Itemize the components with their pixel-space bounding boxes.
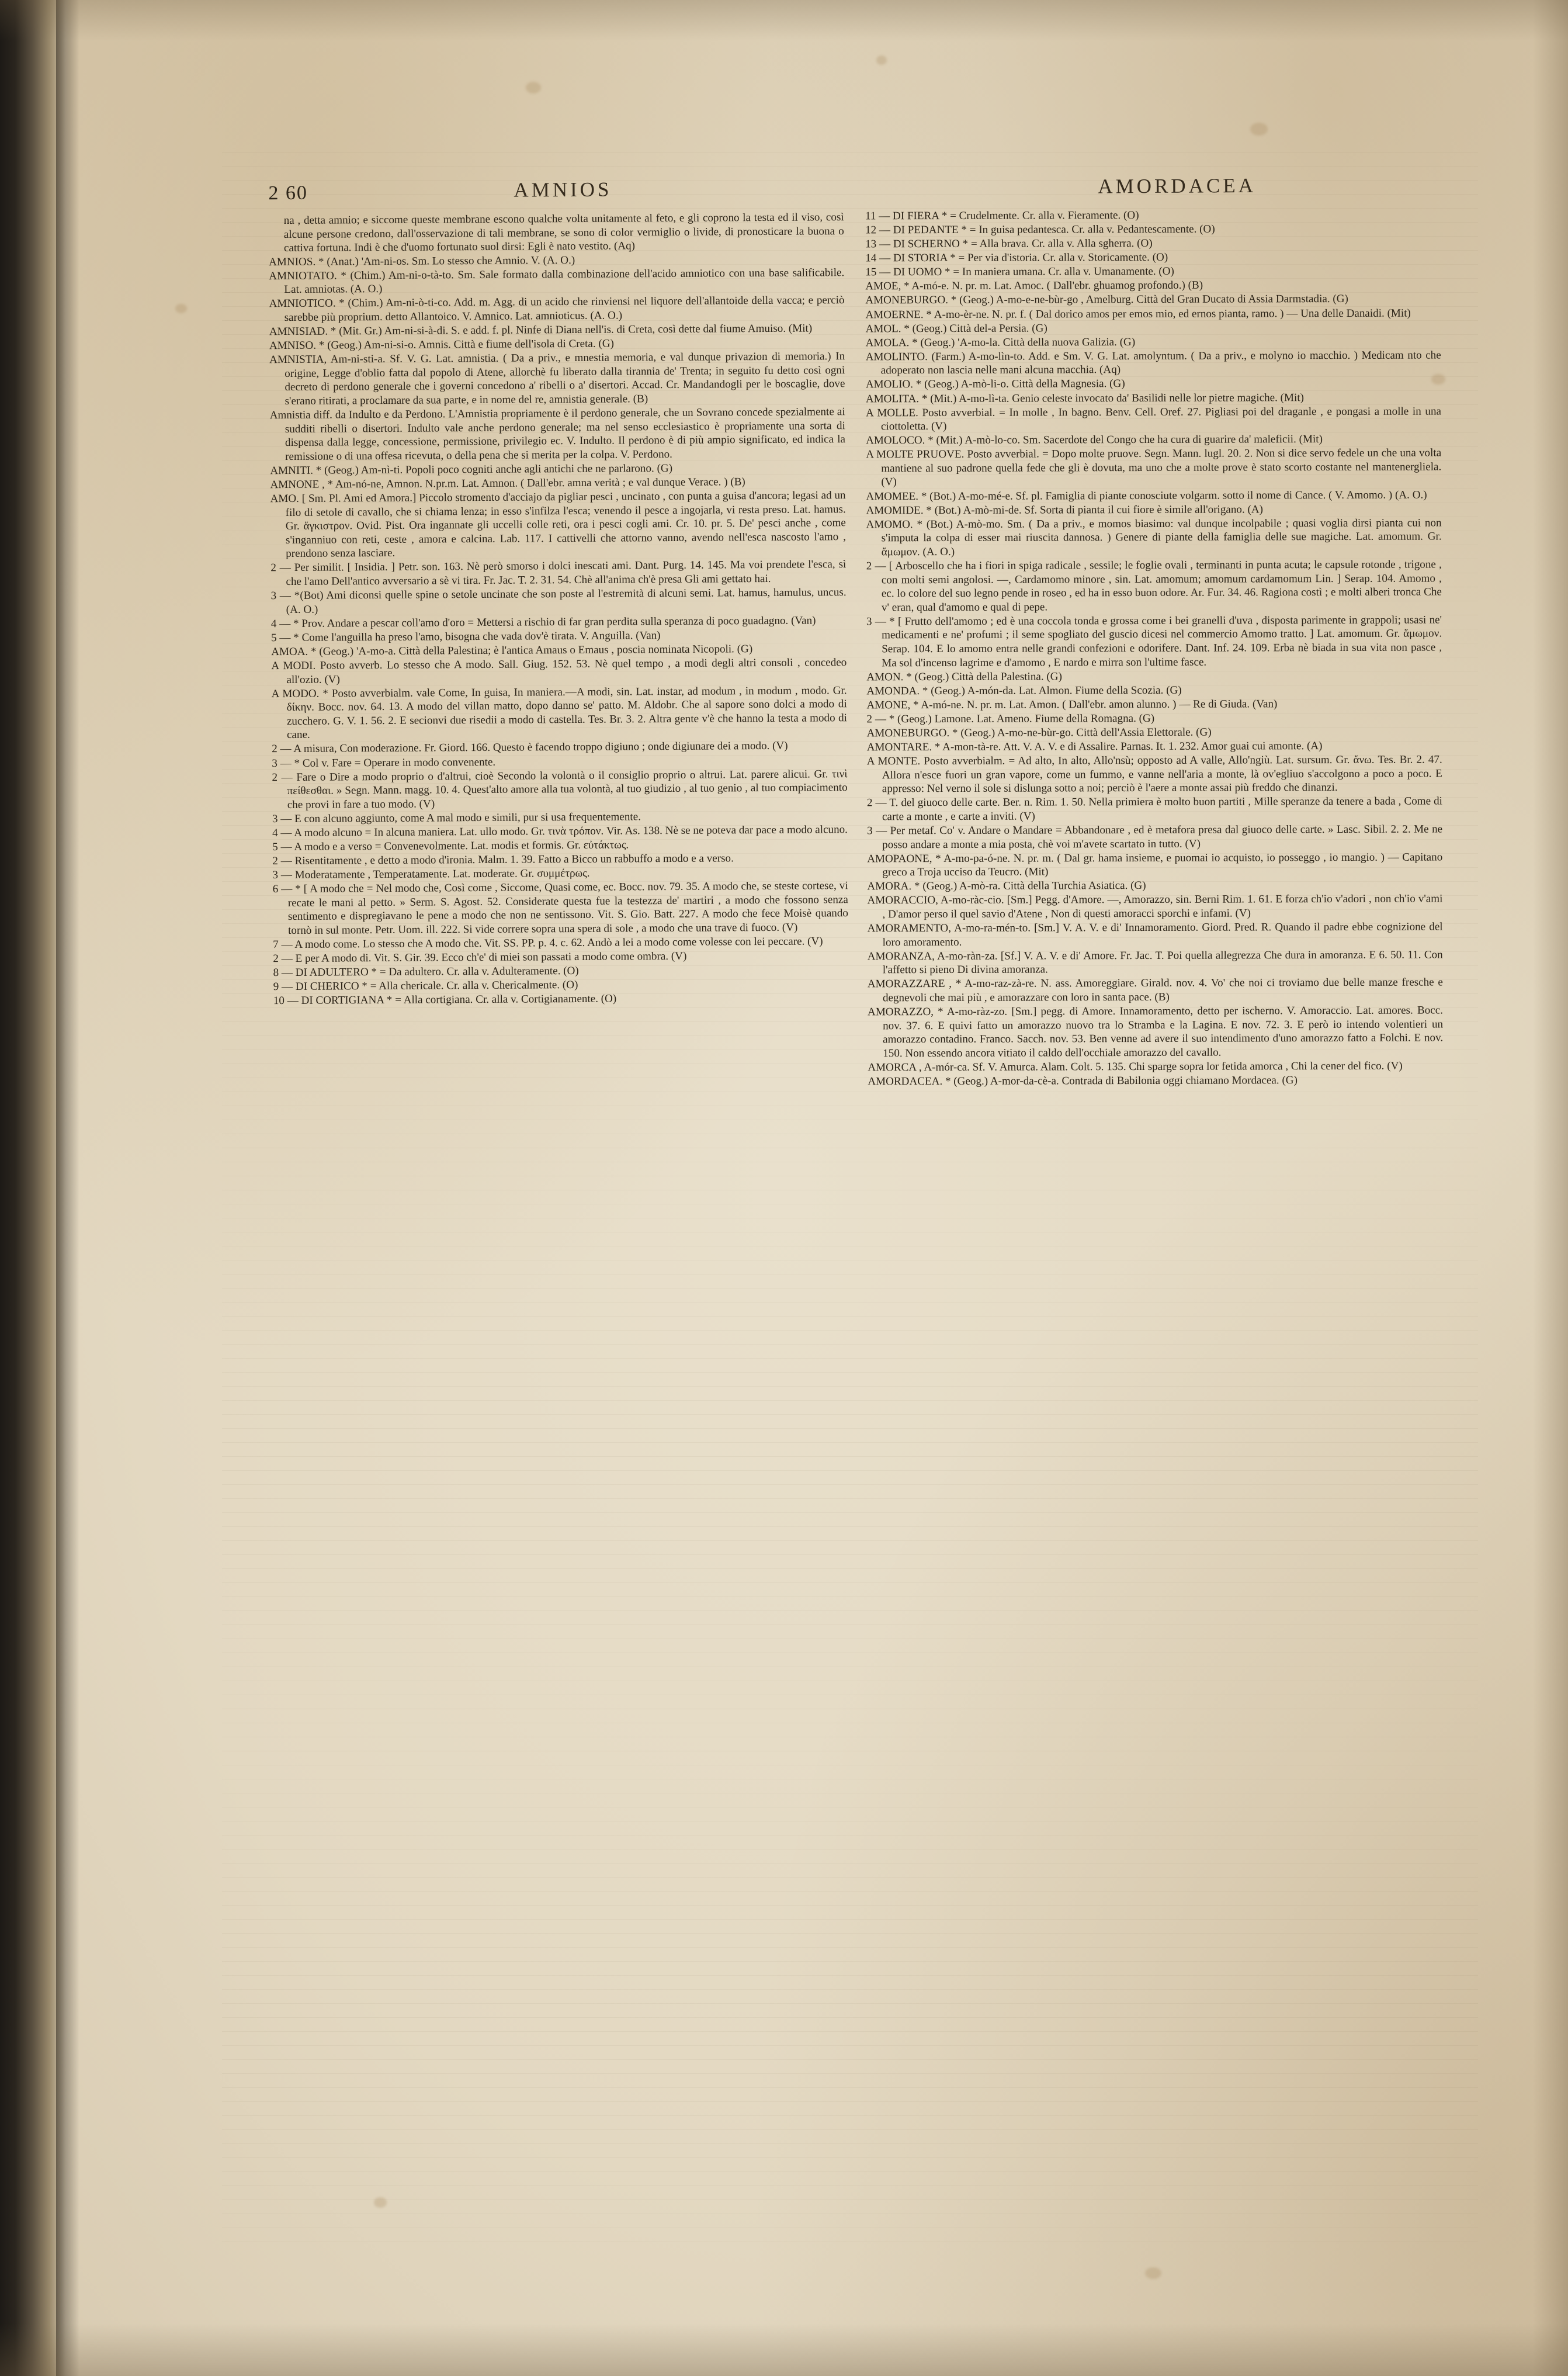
page-header — [268, 172, 1448, 210]
dictionary-entry: 3 — * Col v. Fare = Operare in modo convenente. — [272, 756, 496, 770]
dictionary-entry: 13 — DI SCHERNO * = Alla brava. Cr. alla v. Alla sgherra. (O) — [865, 237, 1153, 251]
dictionary-entry: 7 — A modo come. Lo stesso che A modo che. Vit. SS. PP. p. 4. c. 62. Andò a lei a modo come volesse con lei peccare. (V) — [273, 935, 823, 951]
page-edge-right — [1533, 0, 1568, 2376]
dictionary-entry: AMORDACEA. * (Geog.) A-mor-da-cè-a. Contrada di Babilonia oggi chiamano Mordacea. (G) — [868, 1074, 1298, 1088]
dictionary-entry: AMOMO. * (Bot.) A-mò-mo. Sm. ( Da a priv., e momos biasimo: val dunque incolpabile ; quasi voglia dirsi pianta cui non s'imputa la colpa di esser mai riuscita dannosa. ) Genere di piante della famiglia delle sue magiche. Lat. amomum. Gr. ἄμωμον. (A. O.) — [866, 517, 1442, 559]
dictionary-entry: AMOMEE. * (Bot.) A-mo-mé-e. Sf. pl. Famiglia di piante conosciute volgarm. sotto il nome di Cance. ( V. Amomo. ) (A. O.) — [866, 489, 1427, 503]
two-column-body — [269, 207, 1454, 1093]
foxing-spot — [876, 56, 887, 65]
dictionary-entry: 11 — DI FIERA * = Crudelmente. Cr. alla v. Fieramente. (O) — [865, 209, 1139, 223]
dictionary-entry: AMNIOS. * (Anat.) 'Am-ni-os. Sm. Lo stesso che Amnio. V. (A. O.) — [269, 254, 575, 268]
column-right — [865, 207, 1443, 1089]
dictionary-entry: 8 — DI ADULTERO * = Da adultero. Cr. alla v. Adulteramente. (O) — [273, 965, 579, 979]
dictionary-entry: AMNITI. * (Geog.) Am-nì-ti. Popoli poco cogniti anche agli antichi che ne parlarono. (G) — [270, 462, 673, 477]
dictionary-entry: 2 — [ Arboscello che ha i fiori in spiga radicale , sessile; le foglie ovali , terminanti in punta acuta; le capsule rotonde , trigone , con molti semi angolosi. —, Cardamomo minore , sin. Lat. amomum; amomum cardamomum Lin. ] Serap. 104. Amomo , ec. lo colore del suo legno pende in roseo , ed ha in esso buon odore. Ar. Fur. 34. 46. Ragiona costì ; e molti alberi tronca Che v' eran, qual d'amomo e qual di pepe. — [866, 558, 1442, 614]
dictionary-entry: AMOL. * (Geog.) Città del-a Persia. (G) — [865, 322, 1047, 335]
dictionary-entry: A MODO. * Posto avverbialm. vale Come, In guisa, In maniera.—A modi, sin. Lat. instar, ad modum , in modum , modo. Gr. δίκην. Bocc. nov. 64. 13. A modo del villan matto, dopo danno se' patto. M. Aldobr. Che al sapore sono dolci a modo di zucchero. G. V. 1. 56. 2. E secionvi due risedii a modo di castella. Tes. Br. 3. 2. Altra gente v'è che hanno la testa a modo di cane. — [271, 684, 847, 742]
dictionary-entry: 3 — *(Bot) Ami diconsi quelle spine o setole uncinate che son poste al l'estremità di alcuni semi. Lat. hamus, hamulus, uncus. (A. O.) — [270, 586, 847, 616]
dictionary-entry: AMONDA. * (Geog.) A-món-da. Lat. Almon. Fiume della Scozia. (G) — [866, 684, 1182, 698]
dictionary-entry: AMNIOTATO. * (Chim.) Am-ni-o-tà-to. Sm. Sale formato dalla combinazione dell'acido amniotico con una base salificabile. Lat. amniotas. (A. O.) — [269, 266, 845, 296]
dictionary-entry: AMORACCIO, A-mo-ràc-cio. [Sm.] Pegg. d'Amore. —, Amorazzo, sin. Berni Rim. 1. 61. E forza ch'io v'adori , non ch'io v'ami , D'amor perso il quel savio d'Atene , Non di questi amoracci sporchi e infami. (V) — [867, 892, 1443, 921]
running-head-left: AMNIOS — [514, 178, 612, 202]
dictionary-entry: AMORAMENTO, A-mo-ra-mén-to. [Sm.] V. A. V. e di' Innamoramento. Giord. Pred. R. Quando il padre ebbe cognizione del loro amoramento. — [867, 920, 1443, 948]
dictionary-entry: AMONE, * A-mó-ne. N. pr. m. Lat. Amon. ( Dall'ebr. amon alunno. ) — Re di Giuda. (Van) — [866, 698, 1278, 712]
dictionary-entry: Amnistia diff. da Indulto e da Perdono. L'Amnistia propriamente è il perdono generale, che un Sovrano concede spezialmente ai sudditi ribelli o disertori. Indulto vale anche perdono generale; ma nel senso ecclesiastico è propriamente una sorta di dispensa dalla legge, concessione, permissione, privilegio ec. V. Indulto. Il perdono è di più ampio significato, ed indica la remissione o di una offesa ricevuta, o della pena che si merita per la colpa. V. Perdono. — [269, 406, 846, 463]
foxing-spot — [1250, 123, 1268, 136]
page-content — [268, 172, 1461, 2242]
dictionary-entry: 2 — Per similit. [ Insidia. ] Petr. son. 163. Nè però smorso i dolci inescati ami. Dant. Purg. 14. 145. Ma voi prendete l'esca, sì che l'amo Dell'antico avversario a sè vi tira. Fr. Jac. T. 2. 31. 54. Chè all'anima ch'è presa Gli ami gettato hai. — [270, 558, 847, 588]
dictionary-entry: A MOLTE PRUOVE. Posto avverbial. = Dopo molte pruove. Segn. Mann. lugl. 20. 2. Non si dice servo fedele un che una volta mantiene al suo padrone quella fede che gli è dovuta, ma uno che a molte prove è stato scorto costante nel mantenergliela. (V) — [866, 446, 1442, 489]
dictionary-entry: 9 — DI CHERICO * = Alla chericale. Cr. alla v. Chericalmente. (O) — [273, 979, 578, 993]
foxing-spot — [526, 82, 541, 93]
dictionary-entry: 5 — A modo e a verso = Convenevolmente. Lat. modis et formis. Gr. εὐτάκτως. — [272, 839, 629, 854]
dictionary-entry: AMO. [ Sm. Pl. Ami ed Amora.] Piccolo stromento d'acciajo da pigliar pesci , uncinato , con punta a guisa d'ancora; legasi ad un filo di setole di cavallo, che si chiama lenza; in esso s'infilza l'esca; venendo il pesce a ingojarla, vi resta preso. Lat. hamus. Gr. ἄγκιστρον. Ovid. Pist. Ora ingannate gli uccelli colle reti, ora i pesci cogli ami. Cr. 10. pr. 5. De' pesci anche , come s'inganniuo con reti, ceste , amora e calcina. Lab. 117. I cattivelli che attorno vanno, avendo nell'esca nascosto l'amo , prendono senza lasciare. — [270, 489, 847, 560]
dictionary-entry: 3 — E con alcuno aggiunto, come A mal modo e simili, pur si usa frequentemente. — [272, 811, 641, 826]
dictionary-entry: AMOERNE. * A-mo-èr-ne. N. pr. f. ( Dal dorico amos per emos mio, ed ernos pianta, ramo. ) — Una delle Danaidi. (Mit) — [865, 307, 1411, 321]
dictionary-entry: 3 — Moderatamente , Temperatamente. Lat. moderate. Gr. συμμέτρως. — [272, 867, 590, 882]
dictionary-entry: 3 — Per metaf. Co' v. Andare o Mandare = Abbandonare , ed è metafora presa dal giuoco delle carte. » Lasc. Sibil. 2. 2. Me ne posso andare a monte a mia posta, chè voi m'avete scartato in tutto. (V) — [867, 823, 1443, 851]
dictionary-entry: AMORCA , A-mór-ca. Sf. V. Amurca. Alam. Colt. 5. 135. Chi sparge sopra lor fetida amorca , Chi la cener del fico. (V) — [868, 1059, 1403, 1074]
dictionary-entry: AMOLINTO. (Farm.) A-mo-lìn-to. Add. e Sm. V. G. Lat. amolyntum. ( Da a priv., e molyno io macchio. ) Medicam nto che adoperato non lascia nelle mani alcuna macchia. (Aq) — [865, 349, 1441, 377]
dictionary-entry: AMONEBURGO. * (Geog.) A-mo-e-ne-bùr-go , Amelburg. Città del Gran Ducato di Assia Darmstadia. (G) — [865, 293, 1348, 307]
dictionary-entry: A MOLLE. Posto avverbial. = In molle , In bagno. Benv. Cell. Oref. 27. Pigliasi poi del draganle , e pongasi a molle in una ciottoletta. (V) — [865, 405, 1442, 433]
dictionary-entry: AMOLA. * (Geog.) 'A-mo-la. Città della nuova Galizia. (G) — [865, 335, 1136, 349]
dictionary-entry: AMOLIO. * (Geog.) A-mò-li-o. Città della Magnesia. (G) — [865, 377, 1125, 391]
dictionary-entry: AMORAZZO, * A-mo-ràz-zo. [Sm.] pegg. di Amore. Innamoramento, detto per ischerno. V. Amoraccio. Lat. amores. Bocc. nov. 37. 6. E quivi fatto un amorazzo nuovo tra lo Stramba e la Lagina. E nov. 72. 3. E però io intendo volentieri un amorazzo contadino. Franco. Sacch. nov. 53. Ben venne ad avere il suo intendimento d'uno amorazzo fatto a Folchi. E nov. 150. Non essendo ancora vitiato il caldo dell'occhiale amorazzo del cavallo. — [867, 1004, 1444, 1060]
dictionary-entry: 14 — DI STORIA * = Per via d'istoria. Cr. alla v. Storicamente. (O) — [865, 251, 1168, 265]
dictionary-entry: AMNONE , * Am-nó-ne, Amnon. N.pr.m. Lat. Amnon. ( Dall'ebr. amna verità ; e val dunque Verace. ) (B) — [270, 476, 745, 491]
foxing-spot — [1145, 2267, 1161, 2279]
dictionary-entry: AMOMIDE. * (Bot.) A-mò-mi-de. Sf. Sorta di pianta il cui fiore è simile all'origano. (A) — [866, 503, 1264, 517]
dictionary-entry: 2 — E per A modo di. Vit. S. Gir. 39. Ecco ch'e' di miei son passati a modo come ombra. (V) — [273, 950, 687, 965]
dictionary-entry: AMONTARE. * A-mon-tà-re. Att. V. A. V. e di Assalire. Parnas. It. 1. 232. Amor guai cui amonte. (A) — [866, 740, 1323, 754]
dictionary-entry: 2 — Risentitamente , e detto a modo d'ironia. Malm. 1. 39. Fatto a Bicco un rabbuffo a modo e a verso. — [272, 852, 734, 868]
dictionary-entry: 2 — T. del giuoco delle carte. Ber. n. Rim. 1. 50. Nella primiera è molto buon partiti , Mille speranze da tenere a bada , Come di carte a monte , e carte a inviti. (V) — [866, 795, 1442, 823]
dictionary-entry: AMOA. * (Geog.) 'A-mo-a. Città della Palestina; è l'antica Amaus o Emaus , poscia nominata Nicopoli. (G) — [271, 643, 753, 659]
dictionary-entry: AMON. * (Geog.) Città della Palestina. (G) — [866, 670, 1062, 683]
foxing-spot — [175, 304, 187, 313]
dictionary-entry: 15 — DI UOMO * = In maniera umana. Cr. alla v. Umanamente. (O) — [865, 265, 1174, 279]
dictionary-entry: 10 — DI CORTIGIANA * = Alla cortigiana. Cr. alla v. Cortigianamente. (O) — [273, 992, 617, 1007]
dictionary-entry: 2 — A misura, Con moderazione. Fr. Giord. 166. Questo è facendo troppo digiuno ; onde digiunare dei a modo. (V) — [272, 740, 788, 756]
dictionary-entry: 5 — * Come l'anguilla ha preso l'amo, bisogna che vada dov'è tirata. V. Anguilla. (Van) — [270, 629, 661, 645]
dictionary-entry: AMOE, * A-mó-e. N. pr. m. Lat. Amoc. ( Dall'ebr. ghuamog profondo.) (B) — [865, 279, 1203, 293]
dictionary-entry: 12 — DI PEDANTE * = In guisa pedantesca. Cr. alla v. Pedantescamente. (O) — [865, 223, 1215, 237]
dictionary-entry: AMNISO. * (Geog.) Am-ni-si-o. Amnis. Città e fiume dell'isola di Creta. (G) — [269, 337, 615, 352]
dictionary-entry: AMNISTIA, Am-ni-sti-a. Sf. V. G. Lat. amnistia. ( Da a priv., e mnestia memoria, e val dunque privazion di memoria.) In origine, Legge d'oblio fatta dal popolo di Atene, allorchè fu liberato dalla tirannia de' Trenta; in seguito fu detto così ogni decreto di perdono generale che i governi concedono a' ribelli o a' disertori. Accad. Cr. Mandandogli per le boscaglie, dove s'erano ritirati, a proclamare da sua parte, e in nome del re, amnistia generale. (B) — [269, 350, 845, 408]
page-edge-top — [0, 0, 1568, 41]
dictionary-entry: AMONEBURGO. * (Geog.) A-mo-ne-bùr-go. Città dell'Assia Elettorale. (G) — [866, 726, 1212, 740]
running-head-right: AMORDACEA — [1098, 174, 1257, 198]
dictionary-entry: 2 — Fare o Dire a modo proprio o d'altrui, cioè Secondo la volontà o il consiglio proprio o altrui. Lat. parere alicui. Gr. τινὶ πείθεσθαι. » Segn. Mann. magg. 10. 4. Quest'alto amore alla tua volontà, al tuo giudizio , al tuo genio , al tuo compiacimento che provi in fare a tuo modo. (V) — [272, 767, 848, 811]
page-edge-bottom — [0, 2323, 1568, 2376]
dictionary-entry: A MONTE. Posto avverbialm. = Ad alto, In alto, Allo'nsù; opposto ad A valle, Allo'ngiù. Lat. sursum. Gr. ἄνω. Tes. Br. 2. 47. Allora n'esce fuori un gran vapore, come un fummo, e vanne nell'aria a monte, là ov'egliuo s'accolgono a poco a poco. E appresso: Nel verno il sole si dislunga sotto a noi; perciò è l'aere a monte assai più freddo che dinanzi. — [866, 753, 1442, 795]
dictionary-entry: 4 — * Prov. Andare a pescar coll'amo d'oro = Mettersi a rischio di far gran perdita sulla speranza di poco guadagno. (Van) — [270, 614, 816, 630]
dictionary-entry: AMORANZA, A-mo-ràn-za. [Sf.] V. A. V. e di' Amore. Fr. Jac. T. Poi quella allegrezza Che dura in amoranza. E 6. 50. 11. Con l'affetto si pieno Di divina amoranza. — [867, 948, 1443, 976]
dictionary-entry: 4 — A modo alcuno = In alcuna maniera. Lat. ullo modo. Gr. τινὰ τρόπον. Vir. As. 138. Nè se ne poteva dar pace a modo alcuno. — [272, 823, 848, 840]
folio-number: 2 60 — [268, 182, 308, 205]
dictionary-entry: 6 — * [ A modo che = Nel modo che, Così come , Siccome, Quasi come, ec. Bocc. nov. 79. 35. A modo che, se steste cortese, vi recate le mani al petto. » Serm. S. Agost. 52. Considerate questa fue la testezza de' martiri , a modo che fossono senza sentimento e dispregiavano le pene a modo che non ne sentissono. Vit. S. Gio. Batt. 227. A modo che fece Moisè quando tornò in sul monte. Petr. Uom. ill. 222. Si vide correre sopra una spera di sole , a modo che una trave di fuoco. (V) — [272, 879, 848, 937]
dictionary-entry: 3 — * [ Frutto dell'amomo ; ed è una coccola tonda e grossa come i bei granelli d'uva , disposta parimente in grappoli; usasi ne' medicamenti e ne' profumi ; il seme spogliato del guscio dicesi nel commercio Amomo tratto. ] Lat. amomum. Gr. ἄμωμον. Serap. 104. E lo amomo entra nelle grandi confezioni e odorifere. Dant. Inf. 24. 109. Erba nè biada in sua vita non pasce , Ma sol d'incenso lagrime e d'amomo , E nardo e mirra son l'ultime fasce. — [866, 614, 1442, 669]
dictionary-entry: 2 — * (Geog.) Lamone. Lat. Ameno. Fiume della Romagna. (G) — [866, 712, 1155, 726]
dictionary-entry: AMNISIAD. * (Mit. Gr.) Am-ni-si-à-di. S. e add. f. pl. Ninfe di Diana nell'is. di Creta, così dette dal fiume Amuiso. (Mit) — [269, 322, 813, 338]
dictionary-entry: AMOLITA. * (Mit.) A-mo-lì-ta. Genio celeste invocato da' Basilidi nelle lor pietre magiche. (Mit) — [865, 391, 1305, 405]
dictionary-entry: AMOLOCO. * (Mit.) A-mò-lo-co. Sm. Sacerdote del Congo che ha cura di guarire da' maleficii. (Mit) — [866, 433, 1323, 447]
dictionary-entry: AMOPAONE, * A-mo-pa-ó-ne. N. pr. m. ( Dal gr. hama insieme, e puomai io acquisto, io posseggo , io mangio. ) — Capitano greco a Troja ucciso da Teucro. (Mit) — [867, 851, 1443, 879]
column-left — [269, 210, 849, 1093]
dictionary-entry: AMORA. * (Geog.) A-mò-ra. Città della Turchia Asiatica. (G) — [867, 879, 1146, 893]
dictionary-entry: na , detta amnio; e siccome queste membrane escono qualche volta unitamente al feto, e gli coprono la testa ed il viso, così alcune persone credono, dall'osservazione di tali membrane, se sono di color vermiglio o livide, di pronosticare la buona o cattiva fortuna. Indi è che d'uomo fortunato suol dirsi: Egli è nato vestito. (Aq) — [283, 211, 844, 255]
dictionary-entry: A MODI. Posto avverb. Lo stesso che A modo. Sall. Giug. 152. 53. Nè quel tempo , a modi degli altri consoli , concedeo all'ozio. (V) — [271, 656, 847, 686]
binding-shadow — [56, 0, 79, 2376]
dictionary-entry: AMORAZZARE , * A-mo-raz-zà-re. N. ass. Amoreggiare. Girald. nov. 4. Vo' che noi ci troviamo due belle manze fresche e degnevoli che mai più , e amorazzare con loro in santa pace. (B) — [867, 976, 1443, 1005]
dictionary-entry: AMNIOTICO. * (Chim.) Am-ni-ò-ti-co. Add. m. Agg. di un acido che rinviensi nel liquore dell'allantoide della vacca; e perciò sarebbe più proprium. detto Allantoico. V. Amnico. Lat. amnioticus. (A. O.) — [269, 294, 845, 324]
